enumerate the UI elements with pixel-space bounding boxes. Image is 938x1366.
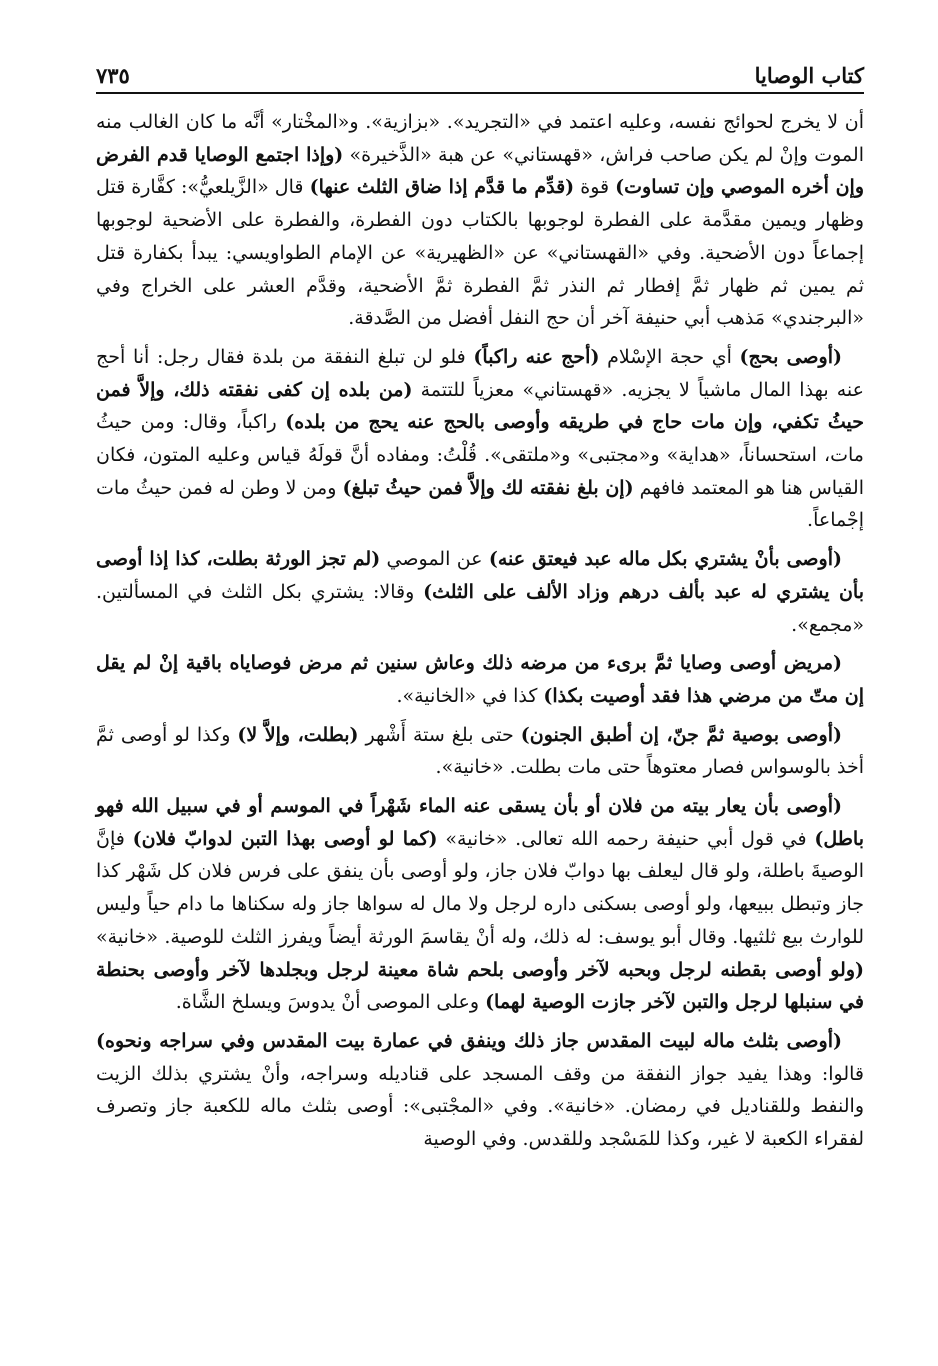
matn-text: (أوصى بأنْ يشتري بكل ماله عبد فيعتق عنه) (488, 548, 843, 571)
matn-text: (كما لو أوصى بهذا التبن لدوابّ فلان) (132, 827, 438, 850)
text-run: قال «الزَّيلعيُّ»: كفَّارة قتل وظهار ويمين مقدَّمة على الفطرة لوجوبها بالكتاب دون الفطرة، والفطرة على الأضحية لوجوبها إجماعاً دون الأضحية. وفي «القهستاني» عن «الظهيرية» عن الإمام الطواويسي: يبدأ بكفارة قتل ثم يمين ثم ظهار ثمَّ إفطار ثم النذر ثمَّ الفطرة ثمَّ الأضحية، وقدَّم العشر على الخراج وفي «البرجندي» مَذهب أبي حنيفة آخر أن حج النفل أفضل من الصَّدقة. (96, 176, 864, 330)
text-run: أن لا يخرج لحوائج نفسه، وعليه اعتمد في «التجريد». «بزازية». و«المخْتار» أنَّه ما كان الغالب منه الموت وإنْ لم يكن صاحب فراش، «قهستاني» عن هبة «الذَّخيرة» (96, 111, 864, 166)
paragraph (96, 790, 864, 1019)
matn-text: (لم تجز الورثة بطلت، كذا إذا أوصى بأن يشتري له عبد بألف درهم وزاد الألف على الثلث) (96, 548, 865, 603)
text-run: قالوا: وهذا يفيد جواز النفقة من وقف المسجد على قناديله وسراجه، وأنْ يشتري بذلك الزيت والنفط وللقناديل في رمضان. «خانية». وفي «المجْتبى»: أوصى بثلث ماله للكعبة جاز وتصرف لفقراء الكعبة لا غير، وكذا للمَسْجد وللقدس. وفي الوصية (96, 1062, 864, 1151)
text-run: راكباً، وقال: ومن حيثُ مات، استحساناً، «هداية» و«مجتبى» و«ملتقى». قُلْتُ: ومفاده أنَّ قولَهُ قياس وعليه المتون، فكان القياس هنا هو المعتمد فافهم (96, 411, 864, 499)
text-run: قوة (574, 176, 616, 199)
paragraph (96, 1025, 864, 1156)
text-run: حتى بلغ ستة أَشْهر (358, 723, 521, 746)
matn-text: (ولو أوصى بقطنه لرجل وبحبه لآخر وأوصى بلحم شاة معينة لرجل وبجلدها لآخر وأوصى بحنطة في سنبلها لرجل والتبن لآخر جازت الوصية لهما) (96, 958, 865, 1014)
matn-text: (أوصى بوصية ثمَّ جنّ، إن أطبق الجنون) (520, 723, 842, 746)
page-number: ٧٣٥ (96, 63, 130, 88)
matn-text: (أوصى بثلث ماله لبيت المقدس جاز ذلك وينفق في عمارة بيت المقدس وفي سراجه ونحوه) (96, 1029, 842, 1052)
text-run: في قول أبي حنيفة رحمه الله تعالى. «خانية» (437, 827, 815, 850)
text-run: عن الموصي (380, 548, 489, 571)
matn-text: (إن بلغ نفقته لك وإلاَّ فمن حيثُ تبلغ) (342, 476, 634, 499)
paragraph (96, 341, 864, 537)
paragraph (96, 719, 864, 784)
matn-text: (قدِّم ما قدَّم إذا ضاق الثلث عنها) (309, 176, 575, 199)
matn-text: (بطلت، وإلاَّ لا) (237, 723, 359, 746)
matn-text: (أوصى بحج) (739, 345, 842, 368)
page-header (96, 56, 864, 94)
paragraph (96, 647, 864, 712)
paragraph (96, 106, 864, 335)
paragraph (96, 543, 864, 641)
text-run: وعلى الموصى أنْ يدوسَ ويسلخ الشَّاة. (175, 991, 486, 1014)
text-run: فلو لن تبلغ النفقة من بلدة فقال رجل: أنا أحج عنه بهذا المال ماشياً لا يجزيه. «قهستاني» معزياً للتتمة (96, 345, 864, 401)
running-title: كتاب الوصايا (754, 63, 864, 88)
matn-text: (مريض أوصى وصايا ثمَّ برىء من مرضه ذلك وعاش سنين ثم مرض فوصاياه باقية إنْ لم يقل إن متّ من مرضي هذا فقد أوصيت بكذا) (96, 652, 864, 707)
matn-text: (وإذا اجتمع الوصايا قدم الفرض وإن أخره الموصي وإن تساوت) (96, 143, 864, 199)
text-run: ومن لا وطن له فمن حيثُ مات إجْماعاً. (96, 476, 864, 532)
text-run: وكذا لو أوصى ثمَّ أخذ بالوسواس فصار معتوهاً حتى مات بطلت. «خانية». (96, 723, 864, 779)
text-run: وقالا: يشتري بكل الثلث في المسألتين. «مجمع». (96, 580, 864, 636)
matn-text: (من بلده إن كفى نفقته ذلك، وإلاَّ فمن حيثُ تكفي، وإن مات حاج في طريقه وأوصى بالحج عنه يحج من بلده) (96, 378, 864, 434)
matn-text: (أحج عنه راكباً) (473, 345, 600, 368)
page-body (96, 106, 864, 1346)
text-run: كذا في «الخانية». (396, 684, 544, 707)
matn-text: (أوصى بأن يعار بيته من فلان أو بأن يسقى عنه الماء شَهْراً في الموسم أو في سبيل الله فهو باطل) (96, 795, 864, 850)
text-run: فإنَّ الوصيةَ باطلة، ولو قال ليعلف بها دوابّ فلان جاز، ولو أوصى بأن ينفق على فرس فلان كل شَهْر كذا جاز وتبطل ببيعها، ولو أوصى بسكنى داره لرجل ولا مال له سواها جاز وله سكناها ما دام حياً وليس للوارث بيع ثلثيها. وقال أبو يوسف: له ذلك، وله أنْ يقاسمَ الورثة أيضاً ويفرز الثلث للوصية. «خانية» (96, 827, 864, 948)
text-run: أي حجة الإسْلام (599, 345, 740, 368)
